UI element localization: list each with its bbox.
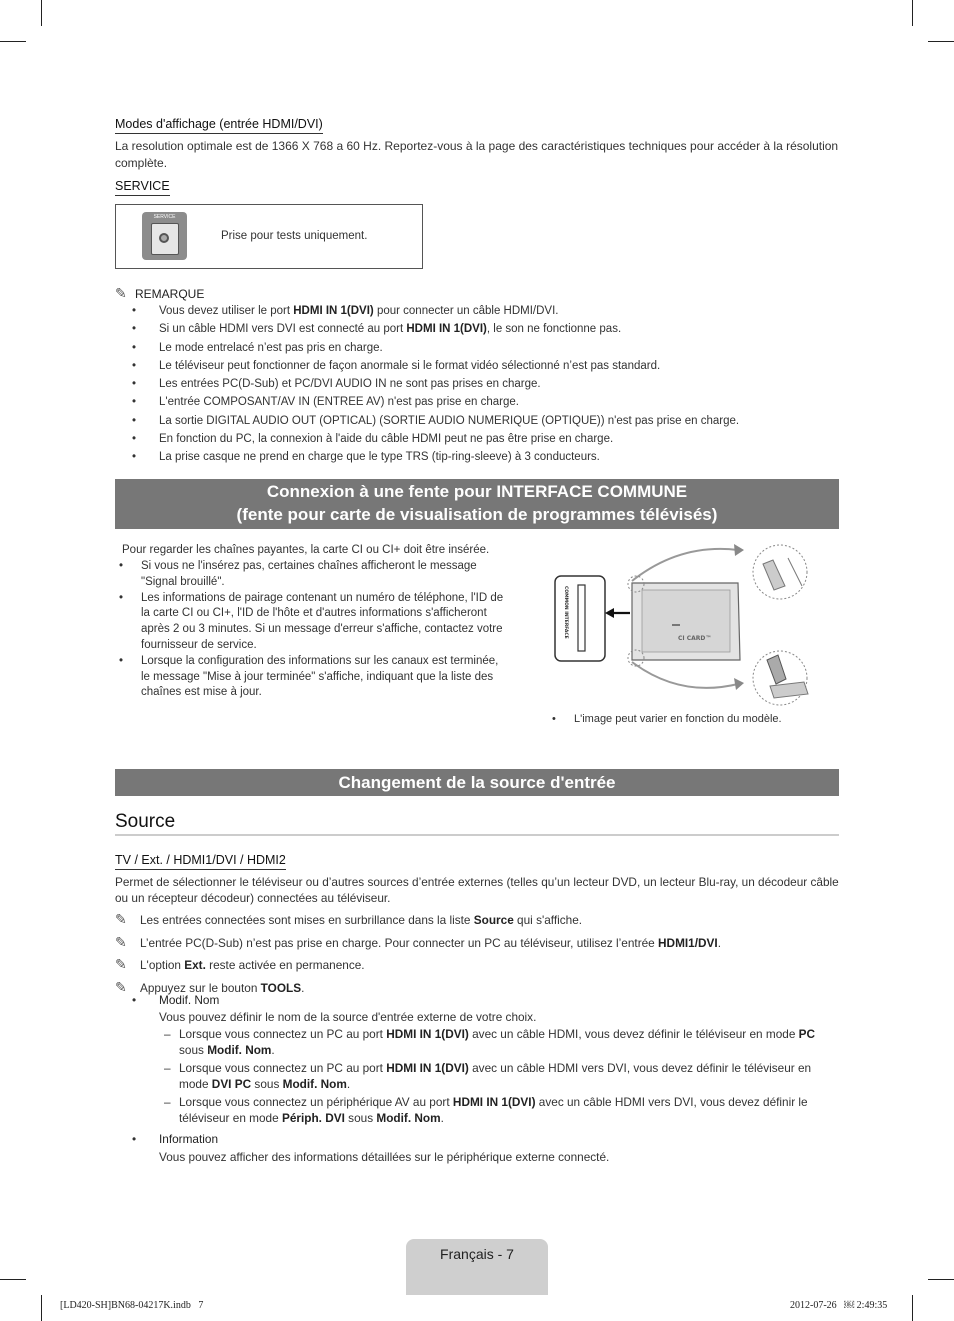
ci-card-illustration: [550, 538, 815, 708]
source-heading: Source: [115, 811, 839, 836]
modif-nom-title: Modif. Nom: [159, 993, 220, 1007]
hdmi-modes-text: La resolution optimale est de 1366 X 768 a 60 Hz. Reportez-vous à la page des caractéristiques techniques pour accéder à la résolution complète.: [115, 139, 839, 170]
file-info: [LD420-SH]BN68-04217K.indb 7: [60, 1300, 204, 1311]
note-bold: Source: [473, 913, 514, 927]
note-line: [115, 909, 840, 932]
list-item: • Lorsque la configuration des informations sur les canaux est terminée, le message "Mise à jour terminée" s'affiche, indiquant que la liste des chaînes est mise à jour.: [115, 654, 510, 701]
list-item-text: avec un câble HDMI, vous devez définir le téléviseur en mode: [468, 1027, 799, 1041]
list-item: [115, 448, 840, 466]
list-item-bold: DVI PC: [211, 1077, 252, 1091]
note-icon: ✎: [115, 978, 127, 995]
list-item-bold: Modif. Nom: [282, 1077, 347, 1091]
list-item-bold: Périph. DVI: [281, 1111, 345, 1125]
list-item-bold: HDMI IN 1(DVI): [386, 1061, 469, 1075]
list-item-text: Lorsque vous connectez un PC au port: [179, 1061, 387, 1075]
crop-mark: [0, 1279, 26, 1280]
crop-mark: [0, 41, 26, 42]
crop-mark: [928, 1279, 954, 1280]
ci-title-line1: Connexion à une fente pour INTERFACE COMMUNE: [266, 482, 688, 501]
modif-nom-desc: Vous pouvez définir le nom de la source d'entrée externe de votre choix.: [159, 1010, 537, 1024]
note-text: Les entrées connectées sont mises en surbrillance dans la liste: [140, 913, 474, 927]
list-item-text: Le téléviseur peut fonctionner de façon anormale si le format vidéo sélectionné n’est pas standard.: [159, 359, 661, 372]
crop-mark: [912, 1295, 913, 1321]
list-item-text: .: [346, 1077, 351, 1091]
crop-mark: [41, 1295, 42, 1321]
crop-mark: [912, 0, 913, 26]
service-description: Prise pour tests uniquement.: [221, 230, 368, 242]
list-item-bold: HDMI IN 1(DVI): [293, 305, 374, 317]
note-bold: TOOLS: [260, 980, 302, 995]
list-item: • L'image peut varier en fonction du modèle.: [548, 710, 848, 728]
date-info: 2012-07-26 ￼ 2:49:35: [790, 1300, 888, 1311]
information-desc: Vous pouvez afficher des informations détaillées sur le périphérique externe connecté.: [159, 1150, 610, 1164]
list-item-text: La sortie DIGITAL AUDIO OUT (OPTICAL) (SORTIE AUDIO NUMERIQUE (OPTIQUE)) n'est pas prise en charge.: [159, 414, 740, 427]
ci-section-title: [115, 479, 839, 529]
list-item: [115, 992, 840, 1009]
list-item: [159, 1094, 840, 1126]
remarque-title: ✎ REMARQUE: [115, 285, 205, 301]
list-item: [115, 302, 840, 320]
information-title: Information: [159, 1132, 219, 1146]
list-item-text: Lorsque vous connectez un PC au port: [179, 1027, 387, 1041]
note-icon: ✎: [115, 933, 127, 950]
note-icon: ✎: [115, 285, 127, 301]
list-item: [115, 375, 840, 393]
ci-intro: Pour regarder les chaînes payantes, la carte CI ou CI+ doit être insérée.: [122, 544, 490, 556]
source-notes: [115, 909, 840, 999]
list-item: [115, 320, 840, 338]
list-item-text: sous: [344, 1111, 377, 1125]
source-section-title: Changement de la source d'entrée: [115, 769, 839, 796]
page-label: Français - 7: [440, 1246, 514, 1262]
list-item-text: sous: [251, 1077, 283, 1091]
note-text: L'option: [140, 958, 185, 973]
list-item-text: La prise casque ne prend en charge que le type TRS (tip-ring-sleeve) à 3 conducteurs.: [159, 451, 600, 464]
note-text: Appuyez sur le bouton: [140, 980, 261, 995]
crop-mark: [928, 41, 954, 42]
list-item-text: avec un câble HDMI vers DVI, vous devez définir le téléviseur en mode: [179, 1095, 808, 1125]
list-item: • Les informations de pairage contenant un numéro de téléphone, l'ID de la carte CI ou CI+, l'ID de l'hôte et d'autres informations s'afficheront après 2 ou 3 minutes. Si un message d'erreur s'affiche, contactez votre fournisseur de service.: [115, 591, 510, 654]
note-line: [115, 932, 840, 955]
modif-nom-block: [115, 992, 840, 1128]
ci-list: [115, 559, 510, 701]
list-item: [115, 1130, 840, 1148]
remarque-list: [115, 302, 840, 467]
list-item-text: .: [271, 1043, 275, 1057]
list-item: [159, 1026, 840, 1058]
modif-nom-items: [115, 1026, 840, 1126]
list-item-text: Lorsque vous connectez un périphérique AV au port: [179, 1095, 453, 1109]
list-item-text: Vous devez utiliser le port: [159, 305, 294, 317]
list-item-text: , le son ne fonctionne pas.: [486, 323, 622, 336]
list-item: [115, 412, 840, 430]
note-icon: ✎: [115, 956, 127, 973]
hdmi-modes-heading: Modes d'affichage (entrée HDMI/DVI): [115, 117, 323, 134]
ci-slot-label: COMMON INTERFACE: [563, 586, 568, 639]
note-text: L’entrée PC(D-Sub) n’est pas prise en charge. Pour connecter un PC au téléviseur, utilisez l’entrée: [140, 935, 659, 950]
list-item-bold: PC: [798, 1027, 816, 1041]
list-item-text: .: [440, 1111, 444, 1125]
list-item-bold: HDMI IN 1(DVI): [406, 323, 487, 336]
list-item-text: avec un câble HDMI vers DVI, vous devez définir le téléviseur en mode: [179, 1061, 812, 1091]
ci-title-line2: (fente pour carte de visualisation de programmes télévisés): [236, 505, 718, 524]
page-number-tab: [406, 1239, 548, 1295]
service-box: [115, 204, 423, 269]
list-item-text: L'entrée COMPOSANT/AV IN (ENTREE AV) n'est pas prise en charge.: [159, 396, 519, 409]
ci-image-note-list: [548, 710, 848, 728]
list-item-bold: Modif. Nom: [376, 1111, 441, 1125]
list-item: [115, 357, 840, 375]
information-block: [115, 1130, 840, 1166]
note-bold: HDMI1/DVI: [658, 935, 718, 950]
list-item-text: Le mode entrelacé n’est pas pris en charge.: [159, 341, 383, 354]
list-item-text: En fonction du PC, la connexion à l'aide du câble HDMI peut ne pas être prise en charge.: [159, 433, 614, 446]
list-item: [159, 1060, 840, 1092]
list-item-bold: HDMI IN 1(DVI): [386, 1027, 469, 1041]
list-item-text: Les entrées PC(D-Sub) et PC/DVI AUDIO IN ne sont pas prises en charge.: [159, 378, 541, 391]
note-line: [115, 954, 840, 977]
service-heading: SERVICE: [115, 179, 170, 196]
list-item-text: Si un câble HDMI vers DVI est connecté au port: [159, 323, 407, 336]
service-port-icon: [142, 212, 187, 260]
note-text: qui s'affiche.: [513, 913, 583, 927]
crop-mark: [41, 0, 42, 26]
list-item-bold: HDMI IN 1(DVI): [452, 1095, 536, 1109]
list-item-bold: Modif. Nom: [207, 1043, 272, 1057]
list-item-text: pour connecter un câble HDMI/DVI.: [373, 305, 559, 317]
list-item-text: sous: [179, 1043, 208, 1057]
list-item: [115, 393, 840, 411]
list-item: [115, 339, 840, 357]
list-item: [115, 430, 840, 448]
note-text: reste activée en permanence.: [205, 958, 365, 973]
source-description: Permet de sélectionner le téléviseur ou d’autres sources d’entrée externes (telles qu’un lecteur DVD, un lecteur Blu-ray, un décodeur câble ou un récepteur décodeur) connectées au téléviseur.: [115, 875, 839, 905]
ci-card-label: CI CARD™: [678, 635, 712, 642]
note-text: .: [717, 935, 721, 950]
source-subheading: TV / Ext. / HDMI1/DVI / HDMI2: [115, 853, 286, 870]
service-port-label: SERVICE: [153, 214, 176, 220]
note-text: .: [301, 980, 305, 995]
note-icon: ✎: [115, 911, 127, 927]
note-bold: Ext.: [184, 958, 206, 973]
list-item: • Si vous ne l'insérez pas, certaines chaînes afficheront le message "Signal brouillé".: [115, 559, 510, 591]
